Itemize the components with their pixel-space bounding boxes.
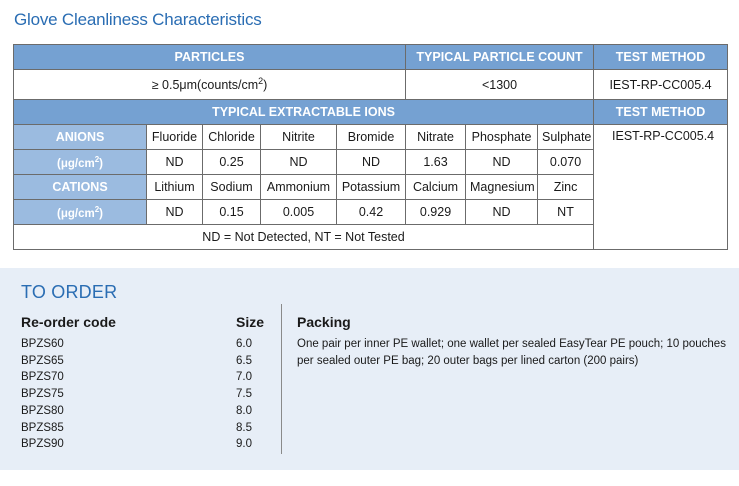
cation-value: ND <box>147 200 203 225</box>
reorder-code-list <box>21 336 64 453</box>
cation-value: NT <box>538 200 594 225</box>
anion-value: 1.63 <box>406 150 466 175</box>
particle-count-value: <1300 <box>406 70 594 100</box>
cation-name: Sodium <box>203 175 261 200</box>
cation-name: Lithium <box>147 175 203 200</box>
anions-label: ANIONS <box>14 125 147 150</box>
order-title: TO ORDER <box>21 282 118 302</box>
size-header: Size <box>236 314 265 330</box>
cation-value: 0.15 <box>203 200 261 225</box>
anion-name: Fluoride <box>147 125 203 150</box>
anion-value: ND <box>147 150 203 175</box>
test-method-header: TEST METHOD <box>594 45 728 70</box>
reorder-code: BPZS60 <box>21 338 64 350</box>
anion-name: Sulphate <box>538 125 594 150</box>
reorder-code: BPZS65 <box>21 354 64 367</box>
particle-test-method: IEST-RP-CC005.4 <box>594 70 728 100</box>
cation-value: ND <box>466 200 538 225</box>
reorder-code: BPZS70 <box>21 371 64 384</box>
anions-unit: $(\mu g/cm^2)$ <box>14 150 147 175</box>
cations-label: CATIONS <box>14 175 147 200</box>
cation-value: 0.929 <box>406 200 466 225</box>
ions-test-method-header: TEST METHOD <box>594 100 728 125</box>
size-list <box>236 336 252 453</box>
particle-count-header: TYPICAL PARTICLE COUNT <box>406 45 594 70</box>
cation-name: Potassium <box>337 175 406 200</box>
reorder-code: BPZS85 <box>21 421 64 434</box>
glove-size: 9.0 <box>236 438 252 451</box>
cation-name: Zinc <box>538 175 594 200</box>
cleanliness-table <box>13 44 728 250</box>
anion-value: 0.070 <box>538 150 594 175</box>
reorder-code-header: Re-order code <box>21 314 116 330</box>
anion-value: ND <box>261 150 337 175</box>
column-divider <box>281 304 282 454</box>
glove-size: 8.0 <box>236 404 252 417</box>
anion-value: ND <box>337 150 406 175</box>
packing-description: One pair per inner PE wallet; one wallet per sealed EasyTear PE pouch; 10 pouches per sealed outer PE bag; 20 outer bags per lined carton (200 pairs) <box>297 338 726 367</box>
glove-size: 8.5 <box>236 421 252 434</box>
glove-size: 7.0 <box>236 371 252 384</box>
glove-size: 7.5 <box>236 388 252 401</box>
cation-name: Ammonium <box>261 175 337 200</box>
cation-value: 0.005 <box>261 200 337 225</box>
anion-name: Nitrite <box>261 125 337 150</box>
order-section <box>0 268 739 470</box>
packing-header: Packing <box>297 314 351 330</box>
cation-name: Calcium <box>406 175 466 200</box>
cations-unit: $(\mu g/cm^2)$ <box>14 200 147 225</box>
reorder-code: BPZS80 <box>21 404 64 417</box>
ions-header: TYPICAL EXTRACTABLE IONS <box>14 100 594 125</box>
cation-value: 0.42 <box>337 200 406 225</box>
reorder-code: BPZS75 <box>21 388 64 401</box>
abbreviation-note: ND = Not Detected, NT = Not Tested <box>14 225 594 250</box>
glove-size: 6.0 <box>236 338 252 350</box>
particles-header: PARTICLES <box>14 45 406 70</box>
particle-size-cell: ≥ $0.5\mu m(counts/cm^2)$ <box>14 70 406 100</box>
anion-name: Chloride <box>203 125 261 150</box>
ions-test-method: IEST-RP-CC005.4 <box>594 125 728 250</box>
reorder-code: BPZS90 <box>21 438 64 451</box>
page-title: Glove Cleanliness Characteristics <box>14 10 262 29</box>
glove-size: 6.5 <box>236 354 252 367</box>
anion-name: Nitrate <box>406 125 466 150</box>
anion-value: ND <box>466 150 538 175</box>
anion-name: Phosphate <box>466 125 538 150</box>
anion-name: Bromide <box>337 125 406 150</box>
cation-name: Magnesium <box>466 175 538 200</box>
anion-value: 0.25 <box>203 150 261 175</box>
